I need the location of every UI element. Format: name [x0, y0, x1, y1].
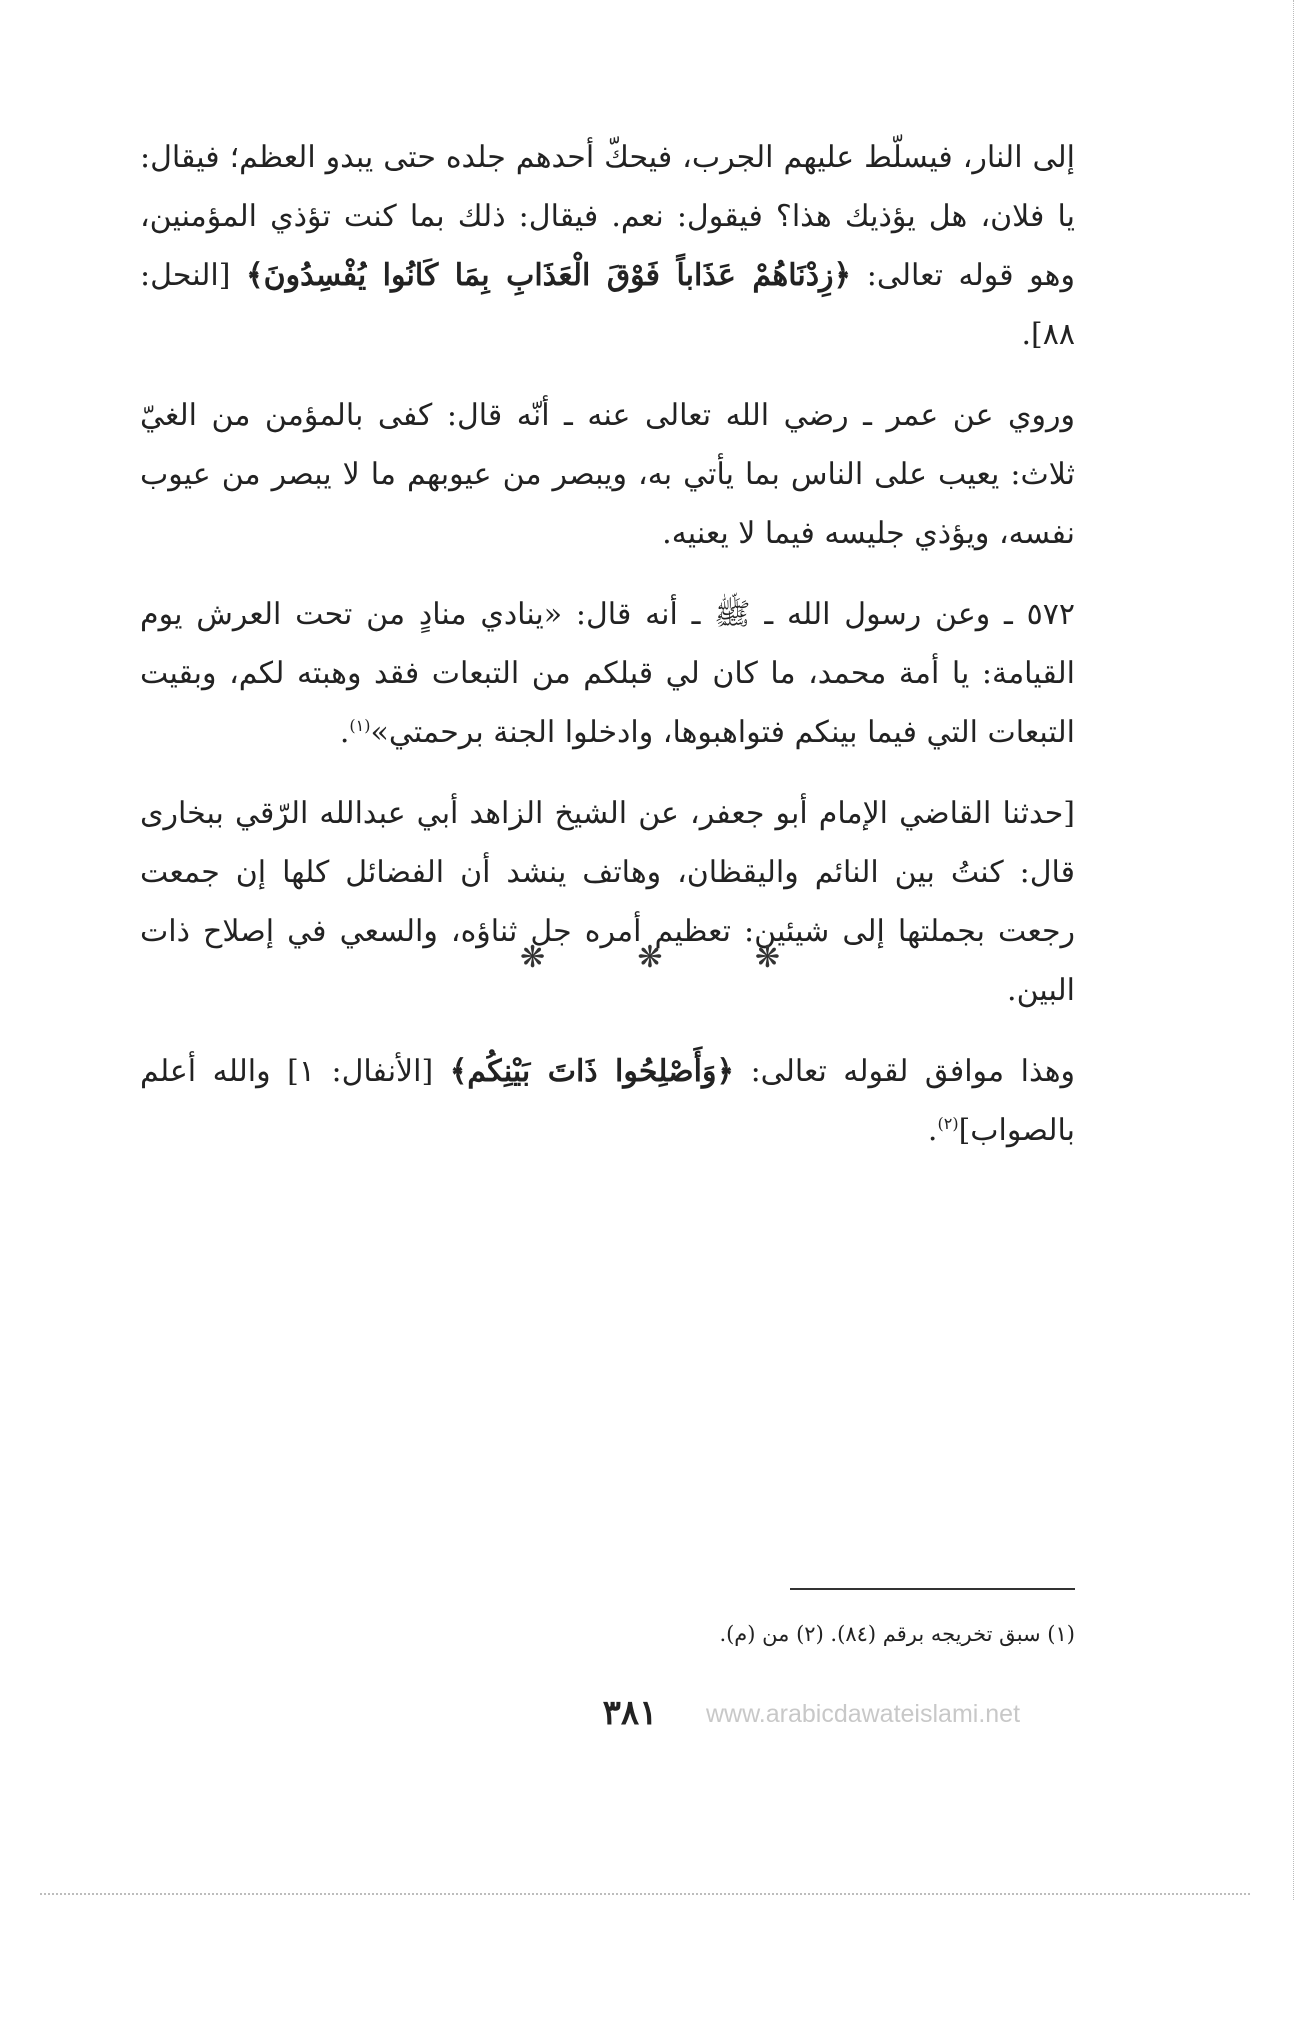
hadith-572-text: ٥٧٢ ـ وعن رسول الله ـ ﷺ ـ أنه قال: «ينادي منادٍ من تحت العرش يوم القيامة: يا أمة محمد، ما كان لي قبلكم من التبعات فقد وهبته لكم، وبقيت التبعات التي فيما بينكم فتواهبوها، وادخلوا الجنة برحمتي» — [140, 597, 1075, 750]
paragraph-5-text: وهذا موافق لقوله تعالى: — [750, 1054, 1076, 1089]
paragraph-3 — [140, 585, 1075, 762]
scan-artifact-dots — [40, 1893, 1250, 1895]
footnote-marker-1: (١) — [349, 716, 371, 735]
page-number: ٣٨١ — [602, 1693, 658, 1733]
footnote-divider — [790, 1588, 1075, 1590]
section-separator — [520, 940, 780, 975]
paragraph-5 — [140, 1042, 1075, 1160]
separator-star-icon: ❋ — [754, 940, 780, 975]
footnotes: (١) سبق تخريجه برقم (٨٤). (٢) من (م). — [719, 1622, 1075, 1646]
separator-star-icon: ❋ — [520, 940, 546, 975]
verse-reference-2: [الأنفال: ١] والله أعلم بالصواب] — [140, 1054, 1075, 1148]
page-edge-line — [1293, 0, 1294, 1900]
main-text — [140, 128, 1075, 1182]
quran-verse-1: ﴿زِدْنَاهُمْ عَذَاباً فَوْقَ الْعَذَابِ بِمَا كَانُوا يُفْسِدُونَ﴾ — [246, 258, 852, 293]
paragraph-4 — [140, 784, 1075, 1020]
footnote-marker-2: (٢) — [937, 1114, 959, 1133]
verse-reference-1: [النحل: ٨٨]. — [140, 258, 1075, 352]
paragraph-1 — [140, 128, 1075, 364]
watermark: www.arabicdawateislami.net — [706, 1700, 1021, 1728]
paragraph-5-end: . — [927, 1113, 938, 1148]
paragraph-4-text: [حدثنا القاضي الإمام أبو جعفر، عن الشيخ الزاهد أبي عبدالله الرّقي ببخارى قال: كنتُ بين النائم واليقظان، وهاتف ينشد أن الفضائل كلها إن جمعت رجعت بجملتها إلى شيئين: تعظيم أمره جل ثناؤه، والسعي في إصلاح ذات البين. — [140, 796, 1075, 1008]
separator-star-icon: ❋ — [637, 940, 663, 975]
quran-verse-2: ﴿وَأَصْلِحُوا ذَاتَ بَيْنِكُم﴾ — [449, 1054, 735, 1089]
paragraph-2-text: وروي عن عمر ـ رضي الله تعالى عنه ـ أنّه قال: كفى بالمؤمن من الغيّ ثلاث: يعيب على الناس بما يأتي به، ويبصر من عيوبهم ما لا يبصر من عيوب نفسه، ويؤذي جليسه فيما لا يعنيه. — [140, 398, 1075, 551]
paragraph-2 — [140, 386, 1075, 563]
paragraph-3-end: . — [339, 715, 350, 750]
paragraph-1-text: إلى النار، فيسلّط عليهم الجرب، فيحكّ أحدهم جلده حتى يبدو العظم؛ فيقال: يا فلان، هل يؤذيك هذا؟ فيقول: نعم. فيقال: ذلك بما كنت تؤذي المؤمنين، وهو قوله تعالى: — [140, 140, 1075, 293]
